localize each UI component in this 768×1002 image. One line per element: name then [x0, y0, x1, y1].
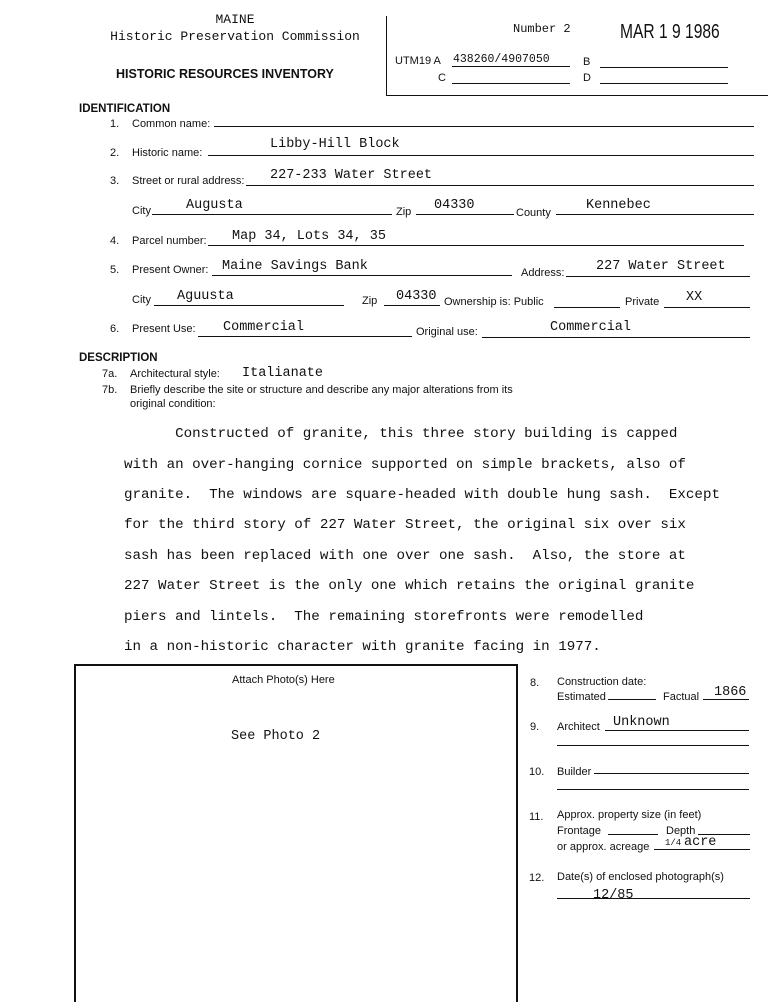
utm-c-label: C	[438, 72, 446, 84]
public-line	[554, 307, 620, 308]
style-label: Architectural style:	[130, 368, 220, 380]
original-use-value: Commercial	[550, 320, 632, 335]
acreage-fraction: 1/4	[665, 838, 682, 848]
depth-label: Depth	[666, 825, 696, 837]
estimated-label: Estimated	[557, 691, 606, 703]
description-line: 227 Water Street is the only one which retains the original granite	[124, 578, 695, 595]
utm-value: 438260/4907050	[453, 53, 550, 66]
county-line	[556, 214, 754, 215]
factual-line	[703, 699, 749, 700]
style-value: Italianate	[242, 366, 324, 381]
photo-date-label: Date(s) of enclosed photograph(s)	[557, 871, 724, 883]
description-line: piers and lintels. The remaining storefronts were remodelled	[124, 608, 644, 625]
parcel-value: Map 34, Lots 34, 35	[232, 229, 386, 244]
utm-label: UTM19 A	[395, 55, 441, 67]
description-line: granite. The windows are square-headed with double hung sash. Except	[124, 487, 720, 504]
owner-address-line	[566, 276, 750, 277]
acreage-unit: acre	[684, 835, 717, 850]
estimated-line	[608, 699, 656, 700]
photo-date-line	[557, 898, 750, 899]
common-name-label: Common name:	[132, 118, 211, 130]
owner-city-label: City	[132, 294, 151, 306]
owner-value: Maine Savings Bank	[222, 259, 368, 274]
description-line: sash has been replaced with one over one sash. Also, the store at	[124, 547, 686, 564]
item-7b-number: 7b.	[102, 384, 118, 396]
historic-name-label: Historic name:	[132, 147, 203, 159]
owner-zip-value: 04330	[396, 289, 437, 304]
item-7a-number: 7a.	[102, 368, 118, 380]
city-value: Augusta	[186, 198, 243, 213]
item-6-number: 6.	[110, 323, 120, 335]
description-line: in a non-historic character with granite facing in 1977.	[124, 639, 601, 656]
factual-label: Factual	[663, 691, 700, 703]
historic-name-line	[208, 155, 754, 156]
inventory-title: HISTORIC RESOURCES INVENTORY	[116, 67, 334, 81]
ownership-label: Ownership is: Public	[444, 296, 544, 308]
identification-heading: IDENTIFICATION	[79, 103, 171, 115]
item-9-number: 9.	[530, 721, 540, 733]
owner-line	[212, 275, 512, 276]
builder-line	[594, 773, 749, 774]
photo-date-value: 12/85	[593, 888, 634, 903]
zip-label: Zip	[396, 206, 412, 218]
item-2-number: 2.	[110, 147, 120, 159]
street-label: Street or rural address:	[132, 175, 245, 187]
description-heading: DESCRIPTION	[79, 352, 158, 364]
present-use-label: Present Use:	[132, 323, 196, 335]
header-state: MAINE	[215, 12, 255, 27]
county-value: Kennebec	[586, 198, 651, 213]
utm-b-line	[600, 67, 728, 68]
owner-zip-line	[384, 305, 440, 306]
date-stamp: MAR 1 9 1986	[620, 21, 720, 43]
owner-zip-label: Zip	[362, 295, 378, 307]
utm-d-label: D	[583, 72, 591, 84]
common-name-line	[214, 126, 754, 127]
acreage-label: or approx. acreage	[557, 841, 650, 853]
header-commission: Historic Preservation Commission	[110, 29, 360, 44]
item-4-number: 4.	[110, 235, 120, 247]
city-label: City	[132, 205, 151, 217]
county-label: County	[516, 207, 551, 219]
item-3-number: 3.	[110, 175, 120, 187]
describe-label-2: original condition:	[130, 398, 216, 410]
item-12-number: 12.	[529, 872, 545, 884]
street-line	[246, 185, 754, 186]
owner-city-line	[154, 305, 344, 306]
street-value: 227-233 Water Street	[270, 168, 433, 183]
item-10-number: 10.	[529, 766, 545, 778]
description-text	[124, 412, 720, 670]
owner-label: Present Owner:	[132, 264, 209, 276]
attach-photo-label: Attach Photo(s) Here	[232, 674, 335, 686]
describe-label-1: Briefly describe the site or structure and describe any major alterations from its	[130, 384, 513, 396]
photo-box	[74, 664, 518, 1002]
description-line: for the third story of 227 Water Street, the original six over six	[124, 517, 686, 534]
architect-line	[605, 730, 749, 731]
description-line: Constructed of granite, this three story building is capped	[124, 426, 678, 443]
city-line	[152, 214, 392, 215]
frontage-line	[608, 834, 658, 835]
header-box-bottom	[386, 95, 768, 96]
architect-line-2	[557, 745, 749, 746]
zip-value: 04330	[434, 198, 475, 213]
frontage-label: Frontage	[557, 825, 602, 837]
size-label: Approx. property size (in feet)	[557, 809, 702, 821]
item-11-number: 11.	[529, 811, 544, 823]
architect-label: Architect	[557, 721, 600, 733]
owner-address-value: 227 Water Street	[596, 259, 726, 274]
parcel-line	[208, 245, 744, 246]
description-line: with an over-hanging cornice supported on simple brackets, also of	[124, 456, 686, 473]
item-5-number: 5.	[110, 264, 120, 276]
header-box-left	[386, 16, 387, 95]
private-line	[664, 307, 750, 308]
acreage-line	[654, 849, 750, 850]
original-use-line	[482, 337, 750, 338]
item-8-number: 8.	[530, 677, 540, 689]
number-label: Number 2	[513, 22, 571, 36]
original-use-label: Original use:	[416, 326, 478, 338]
private-label: Private	[625, 296, 660, 308]
utm-a-line	[452, 66, 570, 67]
parcel-label: Parcel number:	[132, 235, 207, 247]
see-photo-text: See Photo 2	[231, 729, 321, 744]
owner-city-value: Aguusta	[177, 289, 234, 304]
utm-b-label: B	[583, 56, 591, 68]
historic-name-value: Libby-Hill Block	[270, 137, 400, 152]
private-value: XX	[686, 290, 703, 305]
present-use-line	[198, 336, 412, 337]
builder-line-2	[557, 789, 749, 790]
present-use-value: Commercial	[223, 320, 305, 335]
owner-address-label: Address:	[521, 267, 565, 279]
utm-d-line	[600, 83, 728, 84]
architect-value: Unknown	[613, 715, 670, 730]
construction-label: Construction date:	[557, 676, 647, 688]
zip-line	[416, 214, 514, 215]
utm-c-line	[452, 83, 570, 84]
item-1-number: 1.	[110, 118, 120, 130]
factual-value: 1866	[714, 685, 747, 700]
builder-label: Builder	[557, 766, 592, 778]
